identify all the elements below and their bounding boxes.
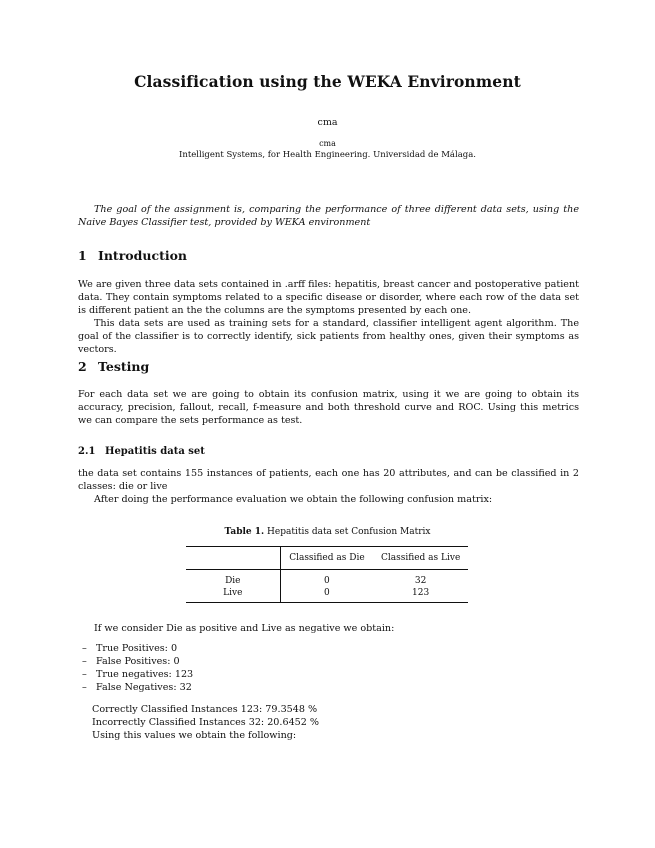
metrics-list xyxy=(82,642,193,694)
intro-paragraph-2: This data sets are used as training sets for a standard, classifier intelligent agent algorithm. The goal of the classifier is to correctly identify, sick patients from healthy ones, given their symptoms as vectors. xyxy=(78,318,579,355)
table-row xyxy=(186,570,468,588)
list-item: – True negatives: 123 xyxy=(82,669,194,680)
author-name: cma xyxy=(317,117,338,128)
metric-text: False Positives: 0 xyxy=(96,656,180,667)
hepatitis-paragraph-2: After doing the performance evaluation we obtain the following confusion matrix: xyxy=(94,494,493,505)
correctly-classified-text: Correctly Classified Instances 123: 79.3548 % xyxy=(92,704,318,715)
metric-text: False Negatives: 32 xyxy=(96,682,192,693)
subsection-heading-hepatitis xyxy=(78,446,205,457)
hepatitis-paragraph-3: If we consider Die as positive and Live as negative we obtain: xyxy=(94,623,395,634)
affiliation-name: cma xyxy=(319,139,336,148)
section-heading-testing xyxy=(78,359,149,374)
subsection-title: Hepatitis data set xyxy=(105,446,205,457)
table-row-label: Live xyxy=(186,587,280,603)
list-item: – False Positives: 0 xyxy=(82,656,180,667)
section-number: 2 xyxy=(78,359,87,374)
table-caption-text: Hepatitis data set Confusion Matrix xyxy=(267,527,431,537)
abstract: The goal of the assignment is, comparing the performance of three different data sets, using the Naive Bayes Classifier test, provided by WEKA environment xyxy=(78,204,579,228)
metric-text: True negatives: 123 xyxy=(96,669,194,680)
table-cell: 0 xyxy=(324,576,330,586)
intro-paragraph-1: We are given three data sets contained in .arff files: hepatitis, breast cancer and postoperative patient data. They contain symptoms related to a specific disease or disorder, where each row of the data set is different patient an the the columns are the symptoms presented by each one. xyxy=(78,279,579,316)
section-number: 1 xyxy=(78,248,87,263)
incorrectly-classified-text: Incorrectly Classified Instances 32: 20.6452 % xyxy=(92,717,320,728)
confusion-matrix-table xyxy=(186,546,468,603)
table-cell: 0 xyxy=(324,588,330,598)
table-header-cell: Classified as Live xyxy=(373,547,468,570)
testing-paragraph-1: For each data set we are going to obtain its confusion matrix, using it we are going to obtain its accuracy, precision, fallout, recall, f-measure and both threshold curve and ROC. Using this metrics we can compare the sets performance as test. xyxy=(78,389,579,426)
results-block xyxy=(92,703,319,742)
subsection-number: 2.1 xyxy=(78,446,96,457)
table-header-row xyxy=(186,547,468,570)
followup-text: Using this values we obtain the following: xyxy=(92,730,297,741)
table-row-label: Die xyxy=(186,570,280,588)
hepatitis-paragraph-1: the data set contains 155 instances of patients, each one has 20 attributes, and can be classified in 2 classes: die or live xyxy=(78,468,579,492)
section-title: Testing xyxy=(98,359,150,374)
affiliation: Intelligent Systems, for Health Engineering. Universidad de Málaga. xyxy=(178,150,476,160)
table-caption xyxy=(0,527,655,537)
section-title: Introduction xyxy=(98,248,188,263)
paper-title: Classification using the WEKA Environment xyxy=(134,72,521,91)
section-heading-introduction xyxy=(78,248,187,263)
table-header-cell: Classified as Die xyxy=(280,547,373,570)
table-row xyxy=(186,587,468,603)
table-caption-label: Table 1. xyxy=(224,527,265,537)
list-item: – True Positives: 0 xyxy=(82,643,178,654)
list-item: – False Negatives: 32 xyxy=(82,682,192,693)
metric-text: True Positives: 0 xyxy=(96,643,178,654)
table-cell: 123 xyxy=(412,588,430,598)
table-cell: 32 xyxy=(414,576,427,586)
table-header-cell xyxy=(186,547,280,570)
